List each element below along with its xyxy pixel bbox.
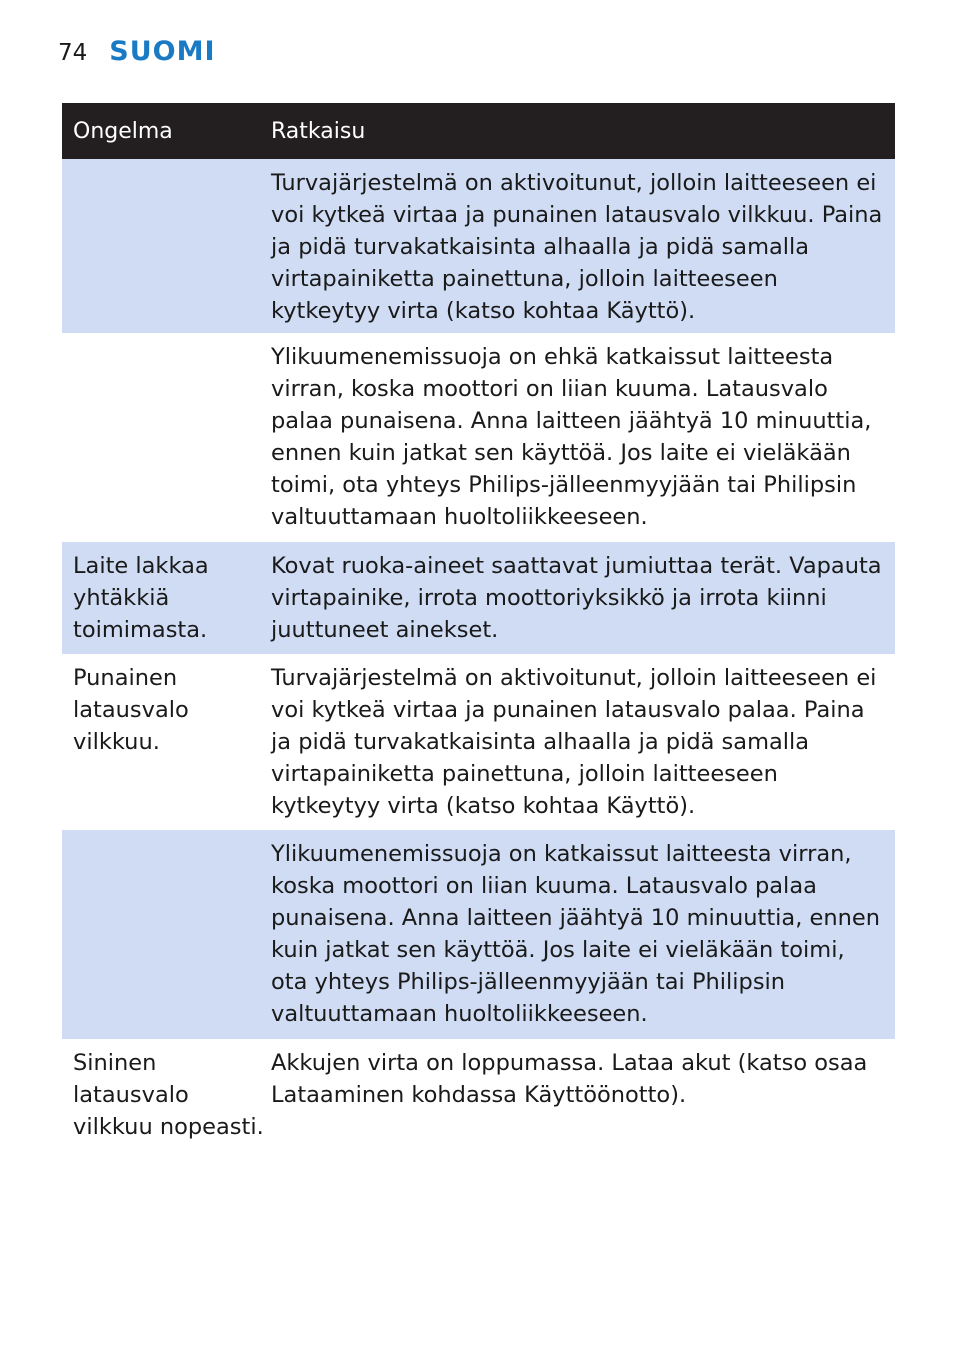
problem-cell (62, 1047, 271, 1143)
solution-cell (271, 167, 895, 325)
solution-cell (271, 1047, 895, 1143)
solution-cell (271, 838, 895, 1031)
solution-cell (271, 550, 895, 646)
problem-cell (62, 341, 271, 534)
table-row (62, 159, 895, 333)
problem-text: Laite lakkaa yhtäkkiä toimimasta. (73, 553, 209, 643)
table-row (62, 654, 895, 830)
solution-text: Ylikuumenemissuoja on katkaissut laitteesta virran, koska moottori on liian kuuma. Latausvalo palaa punaisena. Anna laitteen jäähtyä 10 minuuttia, ennen kuin jatkat sen käyttöä. Jos laite ei vieläkään toimi, ota yhteys Philips-jälleenmyyjään tai Philipsin valtuuttamaan huoltoliikkeeseen. (271, 841, 880, 1027)
page-number: 74 (58, 40, 88, 66)
table-row (62, 333, 895, 542)
section-title: SUOMI (109, 36, 216, 67)
solution-text: Ylikuumenemissuoja on ehkä katkaissut laitteesta virran, koska moottori on liian kuuma. Latausvalo palaa punaisena. Anna laitteen jäähtyä 10 minuuttia, ennen kuin jatkat sen käyttöä. Jos laite ei vieläkään toimi, ota yhteys Philips-jälleenmyyjään tai Philipsin valtuuttamaan huoltoliikkeeseen. (271, 344, 872, 530)
problem-cell (62, 838, 271, 1031)
problem-text: Punainen latausvalo vilkkuu. (73, 665, 189, 755)
solution-cell (271, 662, 895, 822)
problem-cell (62, 550, 271, 646)
table-row (62, 542, 895, 654)
table-row (62, 1039, 895, 1151)
troubleshooting-table (62, 103, 895, 1151)
column-header-problem: Ongelma (73, 118, 173, 144)
solution-text: Kovat ruoka-aineet saattavat jumiuttaa terät. Vapauta virtapainike, irrota moottoriyksikkö ja irrota kiinni juuttuneet ainekset. (271, 553, 882, 643)
solution-text: Akkujen virta on loppumassa. Lataa akut (katso osaa Lataaminen kohdassa Käyttöönotto). (271, 1050, 868, 1108)
solution-text: Turvajärjestelmä on aktivoitunut, jolloin laitteeseen ei voi kytkeä virtaa ja punainen latausvalo palaa. Paina ja pidä turvakatkaisinta alhaalla ja pidä samalla virtapainiketta painettuna, jolloin laitteeseen kytkeytyy virta (katso kohtaa Käyttö). (271, 665, 877, 819)
problem-cell (62, 167, 271, 325)
problem-text: Sininen latausvalo vilkkuu nopeasti. (73, 1050, 264, 1140)
solution-cell (271, 341, 895, 534)
problem-cell (62, 662, 271, 822)
column-header-solution: Ratkaisu (271, 118, 366, 144)
solution-text: Turvajärjestelmä on aktivoitunut, jolloin laitteeseen ei voi kytkeä virtaa ja punainen latausvalo vilkkuu. Paina ja pidä turvakatkaisinta alhaalla ja pidä samalla virtapainiketta painettuna, jolloin laitteeseen kytkeytyy virta (katso kohtaa Käyttö). (271, 170, 883, 324)
table-row (62, 830, 895, 1039)
table-header-row (62, 103, 895, 159)
page-header (58, 36, 216, 70)
